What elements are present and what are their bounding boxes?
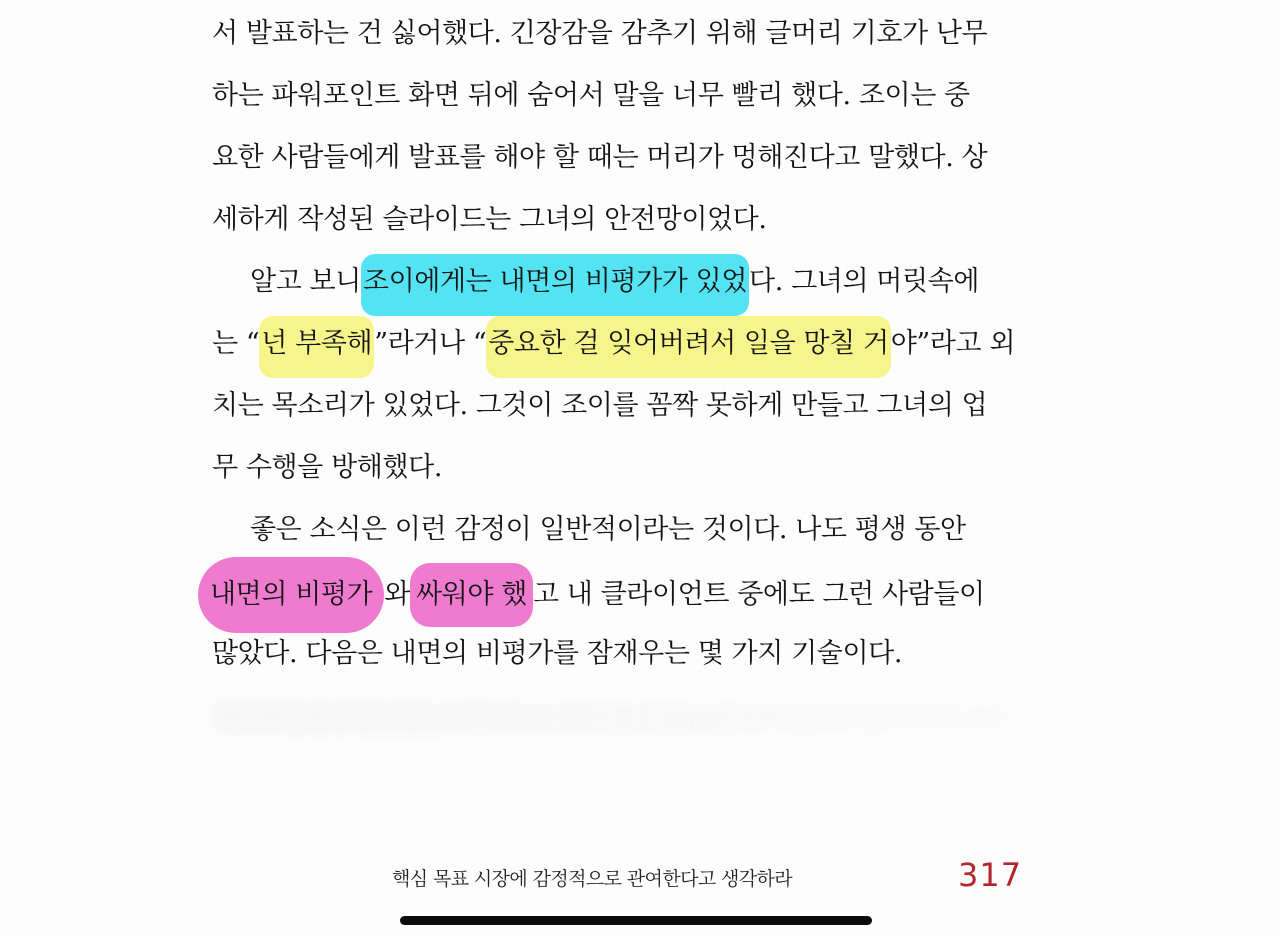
text-fragment: 무 수행을 방해했다. xyxy=(212,452,443,483)
bleed-through-text xyxy=(212,700,1012,736)
text-fragment: 는 “ xyxy=(212,328,260,359)
text-fragment: 알고 보니 xyxy=(250,266,361,297)
text-fragment: 세하게 작성된 슬라이드는 그녀의 안전망이었다. xyxy=(212,204,767,235)
text-fragment: 와 xyxy=(384,579,410,610)
text-line xyxy=(212,440,1018,502)
yellow-highlight: 중요한 걸 잊어버려서 일을 망칠 거 xyxy=(486,316,890,378)
text-line xyxy=(212,192,1018,254)
running-footer-title: 핵심 목표 시장에 감정적으로 관여한다고 생각하라 xyxy=(392,868,793,890)
text-line xyxy=(212,130,1018,192)
page-body-text xyxy=(212,6,1018,688)
text-fragment: 다. 그녀의 머릿속에 xyxy=(749,266,980,297)
text-line-content xyxy=(250,254,1018,316)
text-fragment: 요한 사람들에게 발표를 해야 할 때는 머리가 멍해진다고 말했다. 상 xyxy=(212,142,988,173)
text-fragment: 서 발표하는 건 싫어했다. 긴장감을 감추기 위해 글머리 기호가 난무 xyxy=(212,18,988,49)
text-fragment: 하는 파워포인트 화면 뒤에 숨어서 말을 너무 빨리 했다. 조이는 중 xyxy=(212,80,970,111)
text-fragment: 고 내 클라이언트 중에도 그런 사람들이 xyxy=(532,579,985,610)
page-number: 317 xyxy=(958,856,1023,894)
text-line xyxy=(212,626,1018,688)
text-fragment: 좋은 소식은 이런 감정이 일반적이라는 것이다. 나도 평생 동안 xyxy=(250,514,966,545)
yellow-highlight: 넌 부족해 xyxy=(259,316,374,378)
text-fragment: 많았다. 다음은 내면의 비평가를 잠재우는 몇 가지 기술이다. xyxy=(212,638,903,669)
text-line xyxy=(212,316,1018,378)
text-line-content xyxy=(212,316,1018,378)
text-line xyxy=(212,564,1018,626)
text-line xyxy=(212,502,1018,564)
text-line xyxy=(212,254,1018,316)
cyan-highlight: 조이에게는 내면의 비평가가 있었 xyxy=(361,254,749,316)
pink-highlight: 싸워야 했 xyxy=(410,563,533,627)
text-fragment: 야”라고 외 xyxy=(890,328,1016,359)
text-line xyxy=(212,378,1018,440)
home-indicator-bar[interactable] xyxy=(400,916,872,925)
text-line xyxy=(212,6,1018,68)
text-line-content xyxy=(212,564,1018,626)
text-fragment: ”라거나 “ xyxy=(374,328,487,359)
text-line xyxy=(212,68,1018,130)
text-fragment: 치는 목소리가 있었다. 그것이 조이를 꼼짝 못하게 만들고 그녀의 업 xyxy=(212,390,988,421)
pink-highlight: 내면의 비평가 xyxy=(198,557,384,633)
